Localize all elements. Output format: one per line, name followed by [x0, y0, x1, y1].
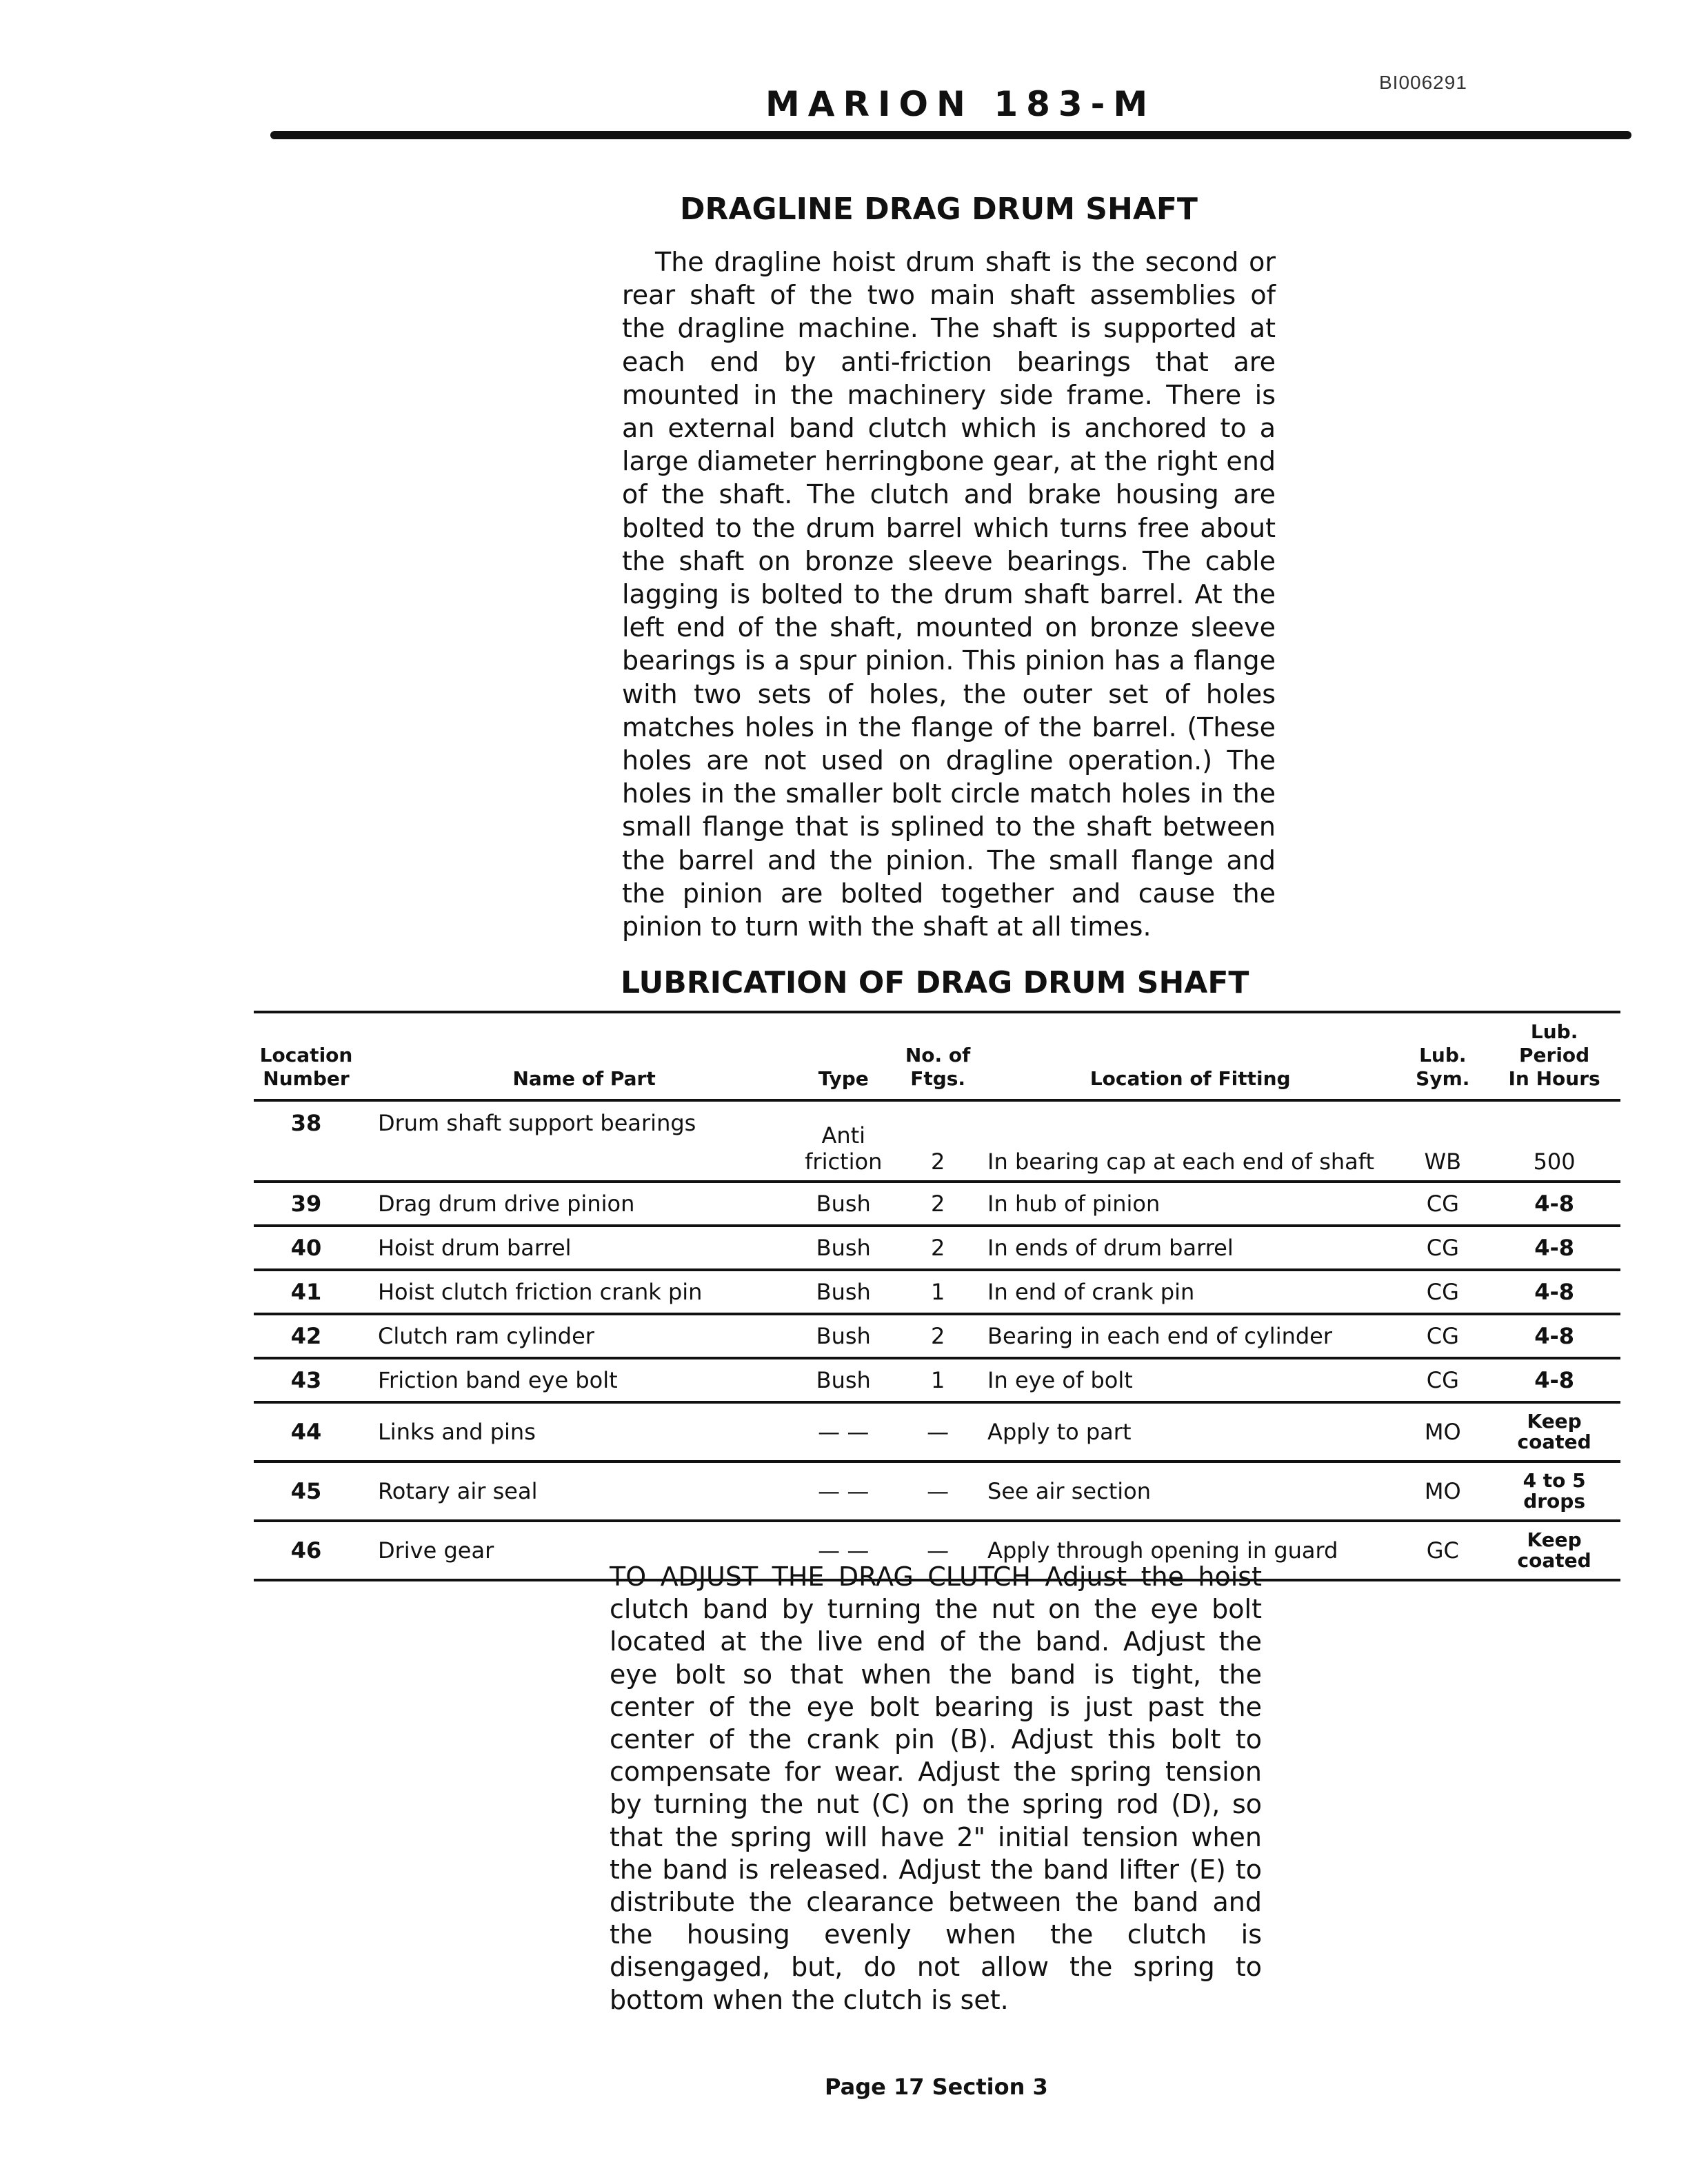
location-number: 42	[254, 1314, 359, 1358]
lub-symbol: MO	[1397, 1402, 1488, 1462]
table-row	[254, 1314, 1620, 1358]
header-location-of-fitting: Location of Fitting	[983, 1012, 1397, 1100]
lub-period: 4-8	[1488, 1314, 1620, 1358]
part-name: Hoist drum barrel	[359, 1226, 794, 1270]
part-name: Drum shaft support bearings	[359, 1100, 794, 1182]
location-number: 46	[254, 1521, 359, 1580]
fitting-count: —	[892, 1402, 983, 1462]
lub-period: 4-8	[1488, 1358, 1620, 1402]
table-row	[254, 1402, 1620, 1462]
fitting-location: See air section	[983, 1462, 1397, 1521]
header-text: In Hours	[1508, 1067, 1600, 1090]
fitting-location: In eye of bolt	[983, 1358, 1397, 1402]
fitting-location: In ends of drum barrel	[983, 1226, 1397, 1270]
lub-symbol: CG	[1397, 1270, 1488, 1314]
part-type: — —	[794, 1402, 892, 1462]
lub-period-line: coated	[1517, 1430, 1591, 1453]
header-rule	[270, 131, 1631, 139]
lub-symbol: MO	[1397, 1462, 1488, 1521]
header-text: Lub. Period	[1519, 1020, 1590, 1066]
header-text: Location	[259, 1044, 353, 1066]
part-name: Rotary air seal	[359, 1462, 794, 1521]
lub-symbol: CG	[1397, 1358, 1488, 1402]
fitting-count: 1	[892, 1270, 983, 1314]
table-row	[254, 1100, 1620, 1182]
fitting-count: 2	[892, 1226, 983, 1270]
header-location-number	[254, 1012, 359, 1100]
lub-period-line: Keep	[1527, 1410, 1582, 1433]
lub-period-line: coated	[1517, 1549, 1591, 1572]
lub-period-line: 4 to 5	[1523, 1469, 1586, 1492]
part-type	[794, 1100, 892, 1182]
lubrication-table	[254, 1011, 1620, 1581]
location-number: 45	[254, 1462, 359, 1521]
location-number: 40	[254, 1226, 359, 1270]
lub-period: 4-8	[1488, 1226, 1620, 1270]
part-name: Clutch ram cylinder	[359, 1314, 794, 1358]
fitting-count: 1	[892, 1358, 983, 1402]
lub-period: 4-8	[1488, 1270, 1620, 1314]
part-name: Drag drum drive pinion	[359, 1182, 794, 1226]
part-type: — —	[794, 1521, 892, 1580]
location-number: 43	[254, 1358, 359, 1402]
fitting-location: In bearing cap at each end of shaft	[983, 1100, 1397, 1182]
adjust-clutch-text: TO ADJUST THE DRAG CLUTCH Adjust the hoist clutch band by turning the nut on the eye bolt located at the live end of the band. Adjust the eye bolt so that when the band is tight, the center of the eye bolt bearing is just past the center of the crank pin (B). Adjust this bolt to compensate for wear. Adjust the spring tension by turning the nut (C) on the spring rod (D), so that the spring will have 2" initial tension when the band is released. Adjust the band lifter (E) to distribute the clearance between the band and the housing evenly when the clutch is disengaged, but, do not allow the spring to bottom when the clutch is set.	[610, 1561, 1262, 2015]
document-id: BI006291	[1379, 72, 1467, 93]
part-type-line: friction	[805, 1149, 883, 1175]
header-text: Number	[263, 1067, 350, 1090]
section-title: DRAGLINE DRAG DRUM SHAFT	[680, 192, 1198, 227]
fitting-location: In hub of pinion	[983, 1182, 1397, 1226]
part-type: Bush	[794, 1314, 892, 1358]
header-text: Ftgs.	[910, 1067, 966, 1090]
header-text: Sym.	[1416, 1067, 1470, 1090]
lub-period: 4-8	[1488, 1182, 1620, 1226]
part-name: Links and pins	[359, 1402, 794, 1462]
fitting-count: 2	[892, 1100, 983, 1182]
fitting-count: —	[892, 1521, 983, 1580]
lub-period	[1488, 1521, 1620, 1580]
fitting-count: —	[892, 1462, 983, 1521]
part-type: — —	[794, 1462, 892, 1521]
fitting-count: 2	[892, 1182, 983, 1226]
table-row	[254, 1226, 1620, 1270]
lub-symbol: CG	[1397, 1226, 1488, 1270]
location-number: 41	[254, 1270, 359, 1314]
header-lub-symbol	[1397, 1012, 1488, 1100]
adjust-clutch-paragraph	[610, 1561, 1262, 2016]
part-type: Bush	[794, 1226, 892, 1270]
part-name: Friction band eye bolt	[359, 1358, 794, 1402]
part-type-line: Anti	[821, 1122, 866, 1149]
table-row	[254, 1270, 1620, 1314]
header-text: No. of	[905, 1044, 971, 1066]
page-header-title: MARION 183-M	[765, 84, 1156, 124]
lub-period: 500	[1488, 1100, 1620, 1182]
lub-symbol: CG	[1397, 1314, 1488, 1358]
intro-paragraph	[622, 245, 1276, 943]
lub-symbol: CG	[1397, 1182, 1488, 1226]
page-footer: Page 17 Section 3	[825, 2074, 1048, 2100]
lub-period-line: Keep	[1527, 1528, 1582, 1551]
table-row	[254, 1182, 1620, 1226]
header-text: Lub.	[1419, 1044, 1467, 1066]
intro-text: The dragline hoist drum shaft is the second or rear shaft of the two main shaft assemblies of the dragline machine. The shaft is supported at each end by anti-friction bearings that are mounted in the machinery side frame. There is an external band clutch which is anchored to a large diameter herringbone gear, at the right end of the shaft. The clutch and brake housing are bolted to the drum barrel which turns free about the shaft on bronze sleeve bearings. The cable lagging is bolted to the drum shaft barrel. At the left end of the shaft, mounted on bronze sleeve bearings is a spur pinion. This pinion has a flange with two sets of holes, the outer set of holes matches holes in the flange of the barrel. (These holes are not used on dragline operation.) The holes in the smaller bolt circle match holes in the small flange that is splined to the shaft between the barrel and the pinion. The small flange and the pinion are bolted together and cause the pinion to turn with the shaft at all times.	[622, 247, 1276, 942]
header-no-of-fittings	[892, 1012, 983, 1100]
fitting-location: In end of crank pin	[983, 1270, 1397, 1314]
fitting-location: Apply to part	[983, 1402, 1397, 1462]
part-type: Bush	[794, 1270, 892, 1314]
part-type: Bush	[794, 1358, 892, 1402]
lubrication-title: LUBRICATION OF DRAG DRUM SHAFT	[621, 965, 1249, 1000]
lub-symbol: GC	[1397, 1521, 1488, 1580]
header-type: Type	[794, 1012, 892, 1100]
table-row	[254, 1358, 1620, 1402]
fitting-location: Bearing in each end of cylinder	[983, 1314, 1397, 1358]
part-type: Bush	[794, 1182, 892, 1226]
fitting-count: 2	[892, 1314, 983, 1358]
location-number: 44	[254, 1402, 359, 1462]
lub-symbol: WB	[1397, 1100, 1488, 1182]
header-lub-period	[1488, 1012, 1620, 1100]
part-name: Drive gear	[359, 1521, 794, 1580]
lub-period-line: drops	[1523, 1490, 1585, 1513]
fitting-location: Apply through opening in guard	[983, 1521, 1397, 1580]
header-name-of-part: Name of Part	[359, 1012, 794, 1100]
location-number: 39	[254, 1182, 359, 1226]
table-row	[254, 1462, 1620, 1521]
lub-period	[1488, 1402, 1620, 1462]
lub-period	[1488, 1462, 1620, 1521]
location-number: 38	[254, 1100, 359, 1182]
table-header-row	[254, 1012, 1620, 1100]
part-name: Hoist clutch friction crank pin	[359, 1270, 794, 1314]
